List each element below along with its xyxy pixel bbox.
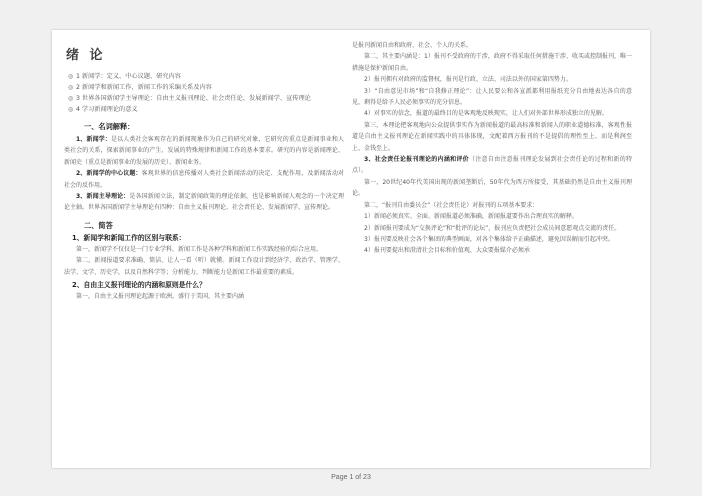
page-title: 绪 论 (66, 48, 106, 63)
question-heading: 1、新闻学和新闻工作的区别与联系： (72, 233, 186, 242)
paragraph: 第二，新闻报道要求准确、简洁、让人一看（听）就懂。新闻工作设计到经济学、政治学、管理学、法学、文学、历史学，以及自然科学等；分析能力，判断能力是新闻工作最重要的素质。 (64, 257, 344, 276)
paragraph: 2、新闻学的中心议题：客观世界的信息传播对人类社会新闻活动的决定、支配作用，及新闻活动对社会的反作用。 (64, 170, 344, 189)
paragraph: 3、新闻主导理论：是各国新闻立法，制定新闻政策的理论依据，也是影响新闻人观念的一个决定理论主轴。世界各国新闻学主导理论有四种：自由主义报刊理论、社会责任论、发展新闻学、宣传理论。 (64, 193, 344, 212)
paragraph: 3、社会责任论报刊理论的内涵和评价（注意自由注意报刊理论发展到社会责任论的过程和新的特点）。 (352, 156, 632, 175)
bullet-icon: ◎ (68, 106, 74, 113)
paragraph: 1）新闻必须真实、全面、新闻报道必须准确，新闻报道要作出合理真实的解释。 (364, 213, 578, 221)
page-indicator: Page 1 of 23 (331, 474, 371, 481)
paragraph: 1、新闻学：是以人类社会客观存在的新闻现象作为自己的研究对象，它研究的重点是新闻事业和人类社会的关系，探索新闻事业的产生、发展的特殊规律和新闻工作的基本要求。研究的内容是新闻理论、新闻史（重点是新闻事业的发展的历史）、新闻业务。 (64, 136, 344, 166)
left-column (64, 30, 344, 302)
toc-item: ◎ 3 世界各国新闻学主导理论：自由主义报刊理论、社会责任论、发展新闻学、宣传理论 (68, 95, 311, 102)
section-heading: 二、简答 (84, 220, 113, 230)
paragraph: 4）对事实的信念，报道的最终目的是客观地反映现实，让人们对外部世界形成独立的见解。 (364, 110, 608, 118)
section-heading: 一、名词解释： (84, 122, 135, 131)
bullet-icon: ◎ (68, 95, 74, 102)
question-heading: 2、自由主义报刊理论的内涵和原则是什么？ (72, 281, 206, 290)
paragraph: 第一，20世纪40年代美国出现的新闻垄断后，50年代为西方所接受，其基础仍然是自由主义报刊理论。 (352, 178, 632, 198)
toc-item: ◎ 1 新闻学：定义、中心议题、研究内容 (68, 73, 181, 80)
bullet-icon: ◎ (68, 73, 74, 80)
paragraph: 第三，本理论把客观地向公众提供事实作为新闻报道的最高标准和新闻人的职业道德标准，客观性报道是自由主义报刊理论在新闻实践中的具体体现，文配着西方报刊的不是提倡的理性至上、而是利润至上、金钱至上。 (352, 121, 632, 152)
paragraph: 2）新闻报刊要成为“交换评论”和“批评的论坛”，报刊应负责把社会成员间意愿观点交流的责任。 (364, 224, 621, 232)
toc-item: ◎ 4 学习新闻理论的意义 (68, 106, 138, 113)
paragraph: 第一，自由主义报刊理论起源于欧洲，盛行于美国，其主要内涵 (76, 293, 245, 301)
paragraph: 3）报刊要反映社会各个集团的典型画面，对各个集体给予正确描述，避免因误解而引起冲突。 (364, 235, 614, 243)
right-column (352, 40, 632, 257)
document-page (52, 30, 650, 468)
paragraph: 4）报刊要提出和澄清社会目标和价值观，大众要报媒介必须承 (364, 247, 530, 255)
bullet-icon: ◎ (68, 84, 74, 91)
paragraph: 第二，“报刊自由委员会”（社会责任论）对报刊的五项基本要求： (364, 201, 539, 209)
paragraph: 3）“自由意见市场”和“自我修正理论”：让人民要公和各宣派都利用报纸充分自由地表达各自的意见，剩得是给予人民必须事实的充分信息。 (352, 87, 632, 107)
paragraph: 是报刊新闻自由和政府、社会、个人的关系。 (352, 42, 473, 49)
paragraph: 2）报刊拥有对政府的监督权，报刊是行政、立法、司法以外的国家第四势力。 (364, 76, 572, 84)
paragraph: 第二，其主要内涵是：1）报刊不受政府的干涉，政府不得采取任何措施干涉、收买或控制报刊，唯一措施是保护新闻自由。 (352, 53, 632, 72)
toc-item: ◎ 2 新闻学和新闻工作，新闻工作的采编关系及内容 (68, 84, 212, 91)
paragraph: 第一，新闻学不仅仅是一门专业学科，新闻工作是各种学科和新闻工作实践经验的综合应用。 (76, 245, 323, 253)
